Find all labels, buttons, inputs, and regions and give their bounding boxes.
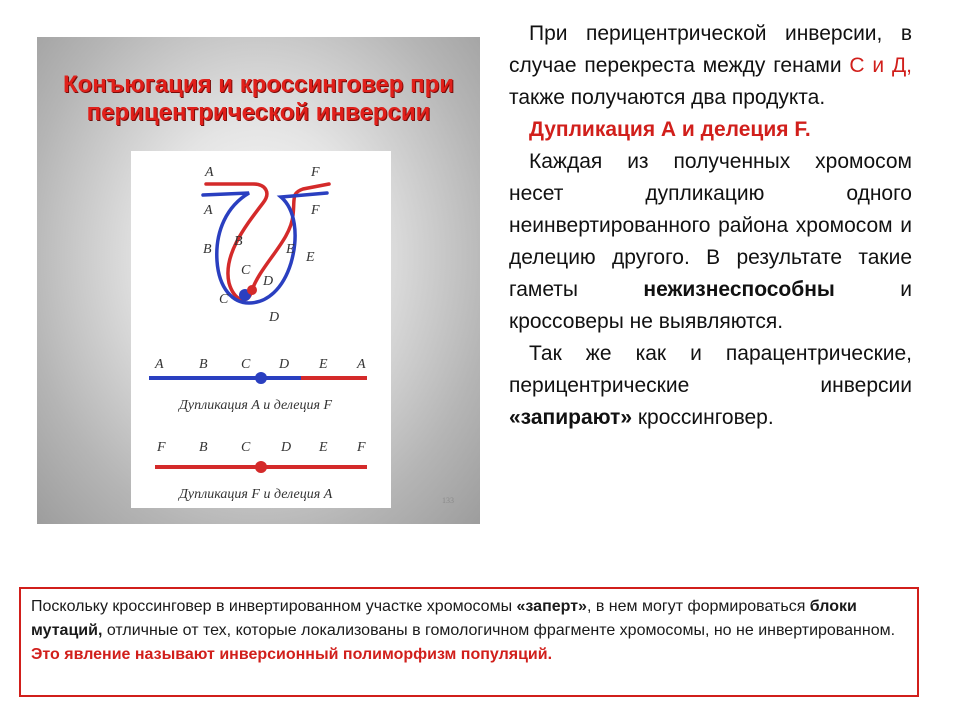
loop-label-d-outer: D: [269, 310, 280, 325]
chr2-gene-label: F: [157, 440, 166, 455]
figure-corner-mark: 133: [442, 496, 454, 505]
loop-label-f-top: F: [311, 165, 320, 180]
chr2-centromere: [255, 461, 267, 473]
body-text: [509, 18, 912, 434]
loop-label-c-outer: C: [219, 292, 229, 307]
chromosome-2: [155, 440, 367, 502]
loop-centromere-red: [247, 285, 257, 295]
figure-title-line1: Конъюгация и кроссинговер при: [62, 71, 455, 98]
chr2-gene-label: B: [199, 440, 208, 455]
chr2-gene-label: D: [281, 440, 292, 455]
body-p1-highlight: С и Д,: [849, 54, 912, 77]
loop-label-e-outer: E: [306, 250, 315, 265]
footnote-text: [31, 595, 907, 667]
body-p1-text: При перицентрической инверсии, в случае перекреста между генами: [509, 22, 912, 77]
body-p1-tail: также получаются два продукта.: [509, 86, 826, 109]
chr1-gene-label: D: [279, 357, 290, 372]
body-paragraph-3: [509, 146, 912, 338]
body-p3-tail: и кроссоверы не выявляются.: [509, 278, 912, 333]
footnote-part3: отличные от тех, которые локализованы в гомологичном фрагменте хромосомы, но не инвертированном.: [102, 622, 896, 639]
chr1-gene-label: A: [357, 357, 366, 372]
chr2-gene-label: C: [241, 440, 251, 455]
footnote-bold1: «заперт»: [516, 598, 587, 615]
chr2-caption: Дупликация F и делеция A: [179, 487, 333, 502]
footnote-part1: Поскольку кроссинговер в инвертированном участке хромосомы: [31, 598, 517, 615]
footnote-bold2: блоки мутаций,: [31, 598, 857, 639]
loop-label-c-inner: C: [241, 263, 251, 278]
figure-title-line2: перицентрической инверсии: [86, 99, 431, 126]
footnote-box: [19, 587, 919, 697]
chr2-gene-label: F: [357, 440, 366, 455]
inversion-loop-diagram: [131, 151, 391, 508]
body-paragraph-2: [509, 114, 912, 146]
loop-label-b-inner: B: [234, 234, 243, 249]
loop-label-a-upper: A: [204, 203, 213, 218]
figure-title: [37, 71, 480, 127]
body-p2-text: Дупликация А и делеция F.: [529, 118, 811, 141]
footnote-highlight: Это явление называют инверсионный полиморфизм популяций.: [31, 646, 553, 663]
loop-label-d-inner: D: [263, 274, 274, 289]
chr1-gene-label: E: [319, 357, 328, 372]
chr2-gene-label: E: [319, 440, 328, 455]
loop-label-b-outer: B: [203, 242, 212, 257]
chr1-caption: Дупликация A и делеция F: [179, 398, 333, 413]
body-paragraph-4: [509, 338, 912, 434]
loop-label-f-upper: F: [311, 203, 320, 218]
body-paragraph-1: [509, 18, 912, 114]
chr1-centromere: [255, 372, 267, 384]
body-p3-bold: нежизнеспособны: [643, 278, 835, 301]
chromosome-1: [149, 357, 367, 413]
body-p4-tail: кроссинговер.: [632, 406, 774, 429]
footnote-part2: , в нем могут формироваться: [586, 598, 810, 615]
loop-label-a-top: A: [205, 165, 214, 180]
body-p3-text: Каждая из полученных хромосом несет дупликацию одного неинвертированного района хромосом и делецию другого. В результате такие гаметы: [509, 150, 912, 301]
body-p4-bold: «запирают»: [509, 406, 632, 429]
chr1-gene-label: C: [241, 357, 251, 372]
chr1-gene-label: B: [199, 357, 208, 372]
chr1-gene-label: A: [155, 357, 164, 372]
diagram-card: [131, 151, 391, 508]
loop-label-e-inner: E: [286, 242, 295, 257]
body-p4-text: Так же как и парацентрические, перицентрические инверсии: [509, 342, 912, 397]
